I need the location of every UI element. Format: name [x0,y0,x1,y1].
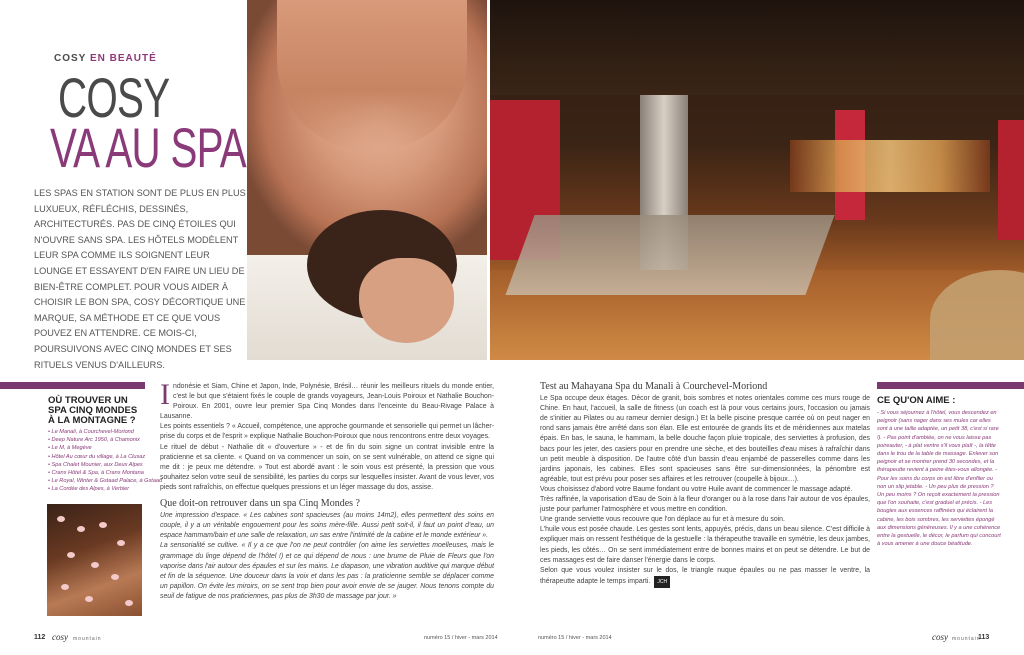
decorative-panel [790,140,990,192]
petal [57,516,65,522]
sidebar-right-bar [877,382,1024,389]
paragraph: Vous choisissez d'abord votre Baume fondant ou votre Huile avant de commencer le massage adapté. [540,485,853,493]
massage-hands [277,0,467,150]
petal [61,584,69,590]
face [359,258,454,343]
dropcap: I [160,378,170,411]
intro-text: LES SPAS EN STATION SONT DE PLUS EN PLUS LUXUEUX, RÉFLÉCHIS, DESSINÉS, ARCHITECTURÉS. PAS DE CINQ ÉTOILES QUI N'OUVRE SANS SPA. LES HÔTELS MODÈLENT LEUR SPA COMME ILS SOIGNENT LEUR LOUNGE ET ESSAYENT D'EN FAIRE UN LIEU DE BIEN-ÊTRE COMPLET. POUR VOUS AIDER À CHOISIR LE BON SPA, COSY DÉCORTIQUE UNE MARQUE, SA MÉTHODE ET CE QUE VOUS POUVEZ EN ATTENDRE. CE MOIS-CI, POURSUIVONS AVEC CINQ MONDES ET SES RITUELS VENUS D'AILLEURS. [34,188,246,370]
page-number-left: 112 [34,634,46,641]
ceiling [490,0,1024,95]
flower-bath-photo [47,504,142,616]
paragraph: Une grande serviette vous recouvre que l'on déplace au fur et à mesure du soin. [540,516,785,524]
article-column-1 [160,378,494,602]
sidebar-right-title: CE QU'ON AIME : [877,395,956,406]
spa-locations-list [48,428,163,494]
petal [67,552,75,558]
paragraph: ndonésie et Siam, Chine et Japon, Inde, Polynésie, Brésil… réunir les meilleurs rituels du monde entier, c'est le but que s'étaient fixés le couple de grands voyageurs, Jean-Louis Poiroux et Nathalie Bouchon-Poiroux. En 2001, ouvre leur premier Spa Cinq Mondes dans l'enceinte du Beau-Rivage Palace à Lausanne. [160,383,494,421]
petal [77,526,85,532]
brand-sub-left: mountain [73,636,102,642]
paragraph: Selon que vous voulez insister sur le dos, le triangle nuque épaules ou ne pas masser le ventre, la thérapeutte adapte le temps imparti. [540,566,870,585]
brand-sub-right: mountain [952,636,981,642]
sidebar-left-bar [0,382,145,389]
petal [91,562,99,568]
paragraph: Les points essentiels ? « Accueil, compétence, une approche gourmande et sensorielle qui permet un lâcher-prise du corps et de l'esprit » explique Nathalie Bouchon-Poiroux que nous rencontrons entre deux voyages. [160,423,494,441]
brand-logo-right: cosy [932,632,948,642]
massage-photo [247,0,487,360]
paragraph: Très raffinée, la vaporisation d'Eau de Soin à la fleur d'oranger ou à la rose dans l'air autour de vos épaules, juste pour parfumer l'atmosphère et vous mettre en condition. [540,496,870,514]
list-item: • Le Manali, à Courchevel-Moriond [48,429,134,435]
list-item: • Le Royal, Winter & Gstaad Palace, à Gstaad [48,478,163,485]
petal [85,596,93,602]
list-item: • Hôtel Au cœur du village, à La Clusaz [48,453,146,460]
subheading: Que doit-on retrouver dans un spa Cinq Mondes ? [160,498,360,510]
article-column-2 [540,382,870,588]
paragraph: Le Spa occupe deux étages. Décor de granit, bois sombres et notes orientales comme ces murs rouge de Chine. En haut, l'accueil, la salle de fitness (un coach est là pour vous certains jours, l'occasion ou jamais de s'initier au Pilates ou au rameur dernier design.) Et la belle piscine presque carrée où on peut nager en rond sans jamais être arrêté dans son élan. Elle est entourée de grands lits et de méridiennes aux matelas épais. En bas, le sauna, le hammam, la belle douche façon pluie tropicale, des serviettes à profusion, des bacs pour les jeter, des casiers pour en prendre une sèche, et des bouteilles d'eau mises à rafraîchir dans un petit meuble à disposition. De l'autre côté d'un bassin d'eau enjambé de passerelles comme dans les jardins japonais, les cabines. Elles sont spacieuses sans être sur-dimensionnées, la pénombre est agréable, tout est prévu pour poser ses affaires et les retrouver (coupelle à bijoux…). [540,395,870,483]
kicker-main: COSY [54,53,87,64]
petal [111,574,119,580]
paragraph: Une impression d'espace. « Les cabines sont spacieuses (au moins 14m2), elles permettent des soins en couple, il y a un véritable engouement pour les soins mère-fille. Aussi petit soit-il, il faut un point d'eau, un espace hammam/bain et une salle de relaxation, un sas entre l'intimité de la cabine et le monde extérieur ». [160,512,494,540]
list-item: • Deep Nature Arc 1950, à Chamonix [48,437,140,444]
list-item: • Spa Chalet Mounier, aux Deux Alpes [48,461,143,468]
title-line-1: COSY [58,66,170,129]
petal [117,540,125,546]
paragraph: Le rituel de début - Nathalie dit « d'ouverture » - et de fin du soin signe un contrat invisible entre la praticienne et sa cliente. « Quand on va commencer un soin, on se sent vulnérable, on attend ce signe qui me dit : je peux me détendre. » Tout est abordé avant : le soin vous est présenté, la pression que vous souhaitez selon votre seuil de sensibilité, les parties du corps sur lesquelles insister. Avant de vous lever, vos pieds sont rafraîchis, on effectue quelques pressions et un léger massage du dos, assise. [160,443,494,491]
pool-walkway [505,215,834,295]
title-line-2: VA AU SPA [50,116,246,179]
sidebar-left-title: OÙ TROUVER UN SPA CINQ MONDES À LA MONTAGNE ? [48,395,138,426]
paragraph: La sensorialité se cultive. « Il y a ce que l'on ne peut contrôler (on aime les serviettes moelleuses, mais le grammage du linge dépend de l'hôtel !) et ce qui dépend de nous : une brume de Pluie de Fleurs que l'on vaporise dans l'air autour des épaules et sur les mains. Le diapason, une vibration auditive qui marque début et fin de la séquence. Une douceur dans la voix et dans les pas : la praticienne semble se déplacer comme un papillon. On évite les miroirs, on se sent trop bien pour avoir envie de se jauger. Nous tenons compte du seuil de fatigue de nos praticiennes, pas plus de 3h30 de massage par jour. » [160,542,494,600]
sidebar-right-text: - Si vous séjournez à l'hôtel, vous descendez en peignoir (sans nager dans ses mules car elles sont à une taille adaptée, un petit 38, c'est si rare !). - Pas point d'ambiée, on ne vous laisse pas poireauter, - à plat ventre s'il vous plaît -, la têtte dans le trou de la table de massage. Enlever son peignoir et se montrer prend 30 secondes, et la thérapeutte revient à peine êtes-vous allongée. - Pour les soins du corps on est libre d'enfiler ou non un slip jetable. - Un peu plus de pression ? Un peu moins ? On reçoit exactement la pression que l'on souhaite, c'est graduel et précis. - Les bougies aux essences raffinées qui éclairent la cabine, les bois sombres, les serviettes épongé aux dimensions généreuses. Il y a une cohérence entre la gestuelle, le décor, le parfum qui concourt à vous amener à une douce béatitude. [877,410,1001,548]
kicker-accent: EN BEAUTÉ [89,53,157,64]
end-mark: JCH [654,576,670,588]
issue-right: numéro 15 / hiver - mars 2014 [538,635,612,641]
subheading: Test au Mahayana Spa du Manali à Courchevel-Moriond [540,381,768,392]
list-item: • Crans Hôtel & Spa, à Crans Montana [48,470,144,477]
paragraph: L'huile vous est posée chaude. Les gestes sont lents, appuyés, précis, dans un beau silence. C'est difficile à expliquer mais on ressent l'esthétique de la gestuelle : la thérapeuthe travaille en symétrie, les deux jambes, les pieds, les côtés… On se sent immédiatement entre de bonnes mains et on peut se détendre. Le but de ces massages est de faire danser l'énergie dans le corps. [540,526,871,564]
petal [125,600,133,606]
issue-left: numéro 15 / hiver - mars 2014 [424,635,498,641]
red-wall-far-right [998,120,1024,240]
spa-interior-photo [490,0,1024,360]
brand-logo-left: cosy [52,632,68,642]
petal [99,522,107,528]
list-item: • La Cordée des Alpes, à Verbier [48,486,130,493]
list-item: • Le M, à Megève [48,445,92,452]
section-kicker [54,53,157,64]
page-number-right: 113 [978,634,990,641]
